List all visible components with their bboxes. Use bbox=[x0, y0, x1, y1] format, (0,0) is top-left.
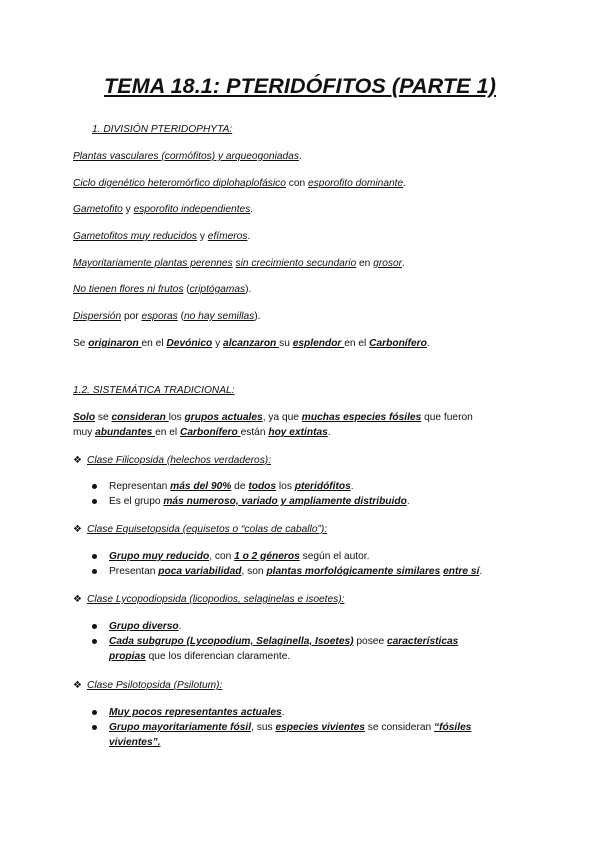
line-flores bbox=[73, 283, 251, 296]
line-vasculares bbox=[73, 150, 302, 163]
text-segment: en el bbox=[344, 338, 370, 349]
text-segment: por bbox=[121, 311, 142, 322]
text-segment: posee bbox=[353, 636, 387, 647]
text-segment: muy bbox=[73, 427, 96, 438]
text-segment: . bbox=[402, 258, 405, 269]
bullet-dot-icon bbox=[92, 569, 97, 574]
text-segment: No tienen flores ni frutos bbox=[73, 284, 184, 295]
text-segment: que los diferencian claramente. bbox=[145, 651, 291, 662]
line-gametofitos-reducidos bbox=[73, 230, 250, 243]
text-segment: alcanzaron bbox=[223, 338, 280, 349]
text-segment: 1 o 2 géneros bbox=[234, 551, 300, 562]
bullet-text bbox=[109, 706, 285, 719]
text-segment: . bbox=[247, 231, 251, 242]
text-segment: “fósiles bbox=[434, 722, 472, 733]
text-segment: abundantes bbox=[95, 427, 156, 438]
text-segment: Gametofito bbox=[73, 204, 123, 215]
bullet-text bbox=[109, 480, 354, 493]
text-segment: ( bbox=[183, 284, 190, 295]
text-segment: esporofito dominante bbox=[308, 178, 404, 189]
text-segment: esporofito independientes bbox=[133, 204, 251, 215]
bullet-text bbox=[109, 620, 181, 633]
text-segment: consideran bbox=[111, 412, 169, 423]
diamond-bullet-icon: ❖ bbox=[73, 680, 82, 691]
text-segment: todos bbox=[248, 481, 277, 492]
text-segment: originaron bbox=[88, 338, 142, 349]
text-segment: criptógamas bbox=[189, 284, 246, 295]
text-segment: hoy extintas bbox=[268, 427, 328, 438]
text-segment: grupos actuales bbox=[184, 412, 263, 423]
text-segment: . bbox=[426, 338, 430, 349]
text-segment: ( bbox=[177, 311, 185, 322]
diamond-bullet-icon: ❖ bbox=[73, 524, 82, 535]
text-segment: se consideran bbox=[364, 722, 435, 733]
text-segment: más del 90% bbox=[170, 481, 232, 492]
text-segment: . bbox=[406, 496, 410, 507]
section-heading-sistematica: 1.2. SISTEMÁTICA TRADICIONAL: bbox=[73, 385, 235, 396]
text-segment: Grupo muy reducido bbox=[109, 551, 210, 562]
text-segment: Grupo diverso bbox=[109, 621, 179, 632]
text-segment: Carbonífero bbox=[369, 338, 427, 349]
text-segment: Cada subgrupo (Lycopodium, Selaginella, Isoetes) bbox=[109, 636, 354, 647]
text-segment: Devónico bbox=[166, 338, 213, 349]
class-heading-filicopsida: Clase Filicopsida (helechos verdaderos): bbox=[87, 455, 272, 466]
text-segment: propias bbox=[109, 651, 146, 662]
text-segment: pteridófitos bbox=[294, 481, 351, 492]
text-segment: muchas especies fósiles bbox=[301, 412, 422, 423]
text-segment: Carbonífero bbox=[180, 427, 241, 438]
bullet-text bbox=[109, 635, 458, 648]
text-segment: no hay semillas bbox=[184, 311, 255, 322]
text-segment: según el autor. bbox=[299, 551, 370, 562]
text-segment: , son bbox=[241, 566, 267, 577]
text-segment: . bbox=[281, 707, 285, 718]
text-segment: . bbox=[403, 178, 407, 189]
text-segment: plantas morfológicamente similares bbox=[266, 566, 441, 577]
text-segment: Plantas vasculares (cormófitos) y arqueogoniadas bbox=[73, 151, 299, 162]
bullet-dot-icon bbox=[92, 639, 97, 644]
text-segment: de bbox=[231, 481, 249, 492]
page-title: TEMA 18.1: PTERIDÓFITOS (PARTE 1) bbox=[104, 74, 496, 98]
text-segment: se bbox=[95, 412, 112, 423]
text-segment: más numeroso, variado y ampliamente distribuido bbox=[163, 496, 407, 507]
class-heading-equisetopsida: Clase Equisetopsida (equisetos o “colas de caballo”): bbox=[87, 524, 328, 535]
bullet-dot-icon bbox=[92, 484, 97, 489]
bullet-dot-icon bbox=[92, 624, 97, 629]
text-segment: y bbox=[122, 204, 134, 215]
bullet-text-continuation bbox=[109, 650, 290, 663]
text-segment: Solo bbox=[73, 412, 96, 423]
text-segment: ). bbox=[254, 311, 261, 322]
class-heading-lycopodiopsida: Clase Lycopodiopsida (licopodios, selaginelas e isoetes): bbox=[87, 594, 345, 605]
line-gametofito bbox=[73, 203, 253, 216]
bullet-text bbox=[109, 550, 369, 563]
text-segment: Ciclo digenético heteromórfico diplohaplofásico bbox=[73, 178, 286, 189]
text-segment: ). bbox=[245, 284, 252, 295]
text-segment: en el bbox=[155, 427, 181, 438]
diamond-bullet-icon: ❖ bbox=[73, 455, 82, 466]
text-segment: los bbox=[276, 481, 295, 492]
text-segment: Es el grupo bbox=[109, 496, 164, 507]
text-segment: en el bbox=[141, 338, 167, 349]
text-segment: , sus bbox=[251, 722, 276, 733]
text-segment: , con bbox=[209, 551, 235, 562]
bullet-text bbox=[109, 565, 482, 578]
text-segment: vivientes”. bbox=[109, 737, 161, 748]
bullet-dot-icon bbox=[92, 554, 97, 559]
text-segment: . bbox=[479, 566, 483, 577]
text-segment: en bbox=[356, 258, 374, 269]
text-segment: . bbox=[178, 621, 182, 632]
line-ciclo bbox=[73, 177, 406, 190]
text-segment: Representan bbox=[109, 481, 171, 492]
text-segment: que fueron bbox=[421, 412, 473, 423]
text-segment: grosor bbox=[373, 258, 403, 269]
diamond-bullet-icon: ❖ bbox=[73, 594, 82, 605]
text-segment: los bbox=[168, 412, 185, 423]
text-segment: . bbox=[350, 481, 354, 492]
text-segment: poca variabilidad bbox=[158, 566, 242, 577]
text-segment: y bbox=[212, 338, 224, 349]
text-segment: características bbox=[386, 636, 459, 647]
class-heading-psilotopsida: Clase Psilotopsida (Psilotum): bbox=[87, 680, 223, 691]
text-segment: , ya que bbox=[262, 412, 302, 423]
text-segment: Grupo mayoritariamente fósil bbox=[109, 722, 252, 733]
text-segment: sin crecimiento secundario bbox=[235, 258, 357, 269]
text-segment: y bbox=[197, 231, 208, 242]
text-segment: su bbox=[279, 338, 293, 349]
bullet-dot-icon bbox=[92, 499, 97, 504]
line-perennes bbox=[73, 257, 405, 270]
intro-line-1 bbox=[73, 411, 473, 424]
text-segment: . bbox=[250, 204, 254, 215]
line-origen bbox=[73, 337, 430, 350]
section-heading-division: 1. DIVISIÓN PTERIDOPHYTA: bbox=[92, 124, 233, 135]
text-segment: especies vivientes bbox=[275, 722, 365, 733]
text-segment: Presentan bbox=[109, 566, 159, 577]
text-segment: . bbox=[298, 151, 302, 162]
line-dispersion bbox=[73, 310, 260, 323]
bullet-text bbox=[109, 495, 410, 508]
bullet-dot-icon bbox=[92, 710, 97, 715]
bullet-text-continuation bbox=[109, 736, 161, 749]
text-segment: esplendor bbox=[292, 338, 345, 349]
text-segment: Gametofitos muy reducidos bbox=[73, 231, 198, 242]
bullet-dot-icon bbox=[92, 725, 97, 730]
text-segment: . bbox=[327, 427, 331, 438]
text-segment: están bbox=[240, 427, 269, 438]
text-segment: Se bbox=[73, 338, 89, 349]
text-segment: Dispersión bbox=[73, 311, 122, 322]
intro-line-2 bbox=[73, 426, 331, 439]
text-segment: con bbox=[285, 178, 309, 189]
text-segment: efímeros bbox=[207, 231, 248, 242]
bullet-text bbox=[109, 721, 471, 734]
text-segment: Mayoritariamente plantas perennes bbox=[73, 258, 233, 269]
text-segment: entre sí bbox=[443, 566, 480, 577]
text-segment: esporas bbox=[141, 311, 178, 322]
text-segment: Muy pocos representantes actuales bbox=[109, 707, 282, 718]
